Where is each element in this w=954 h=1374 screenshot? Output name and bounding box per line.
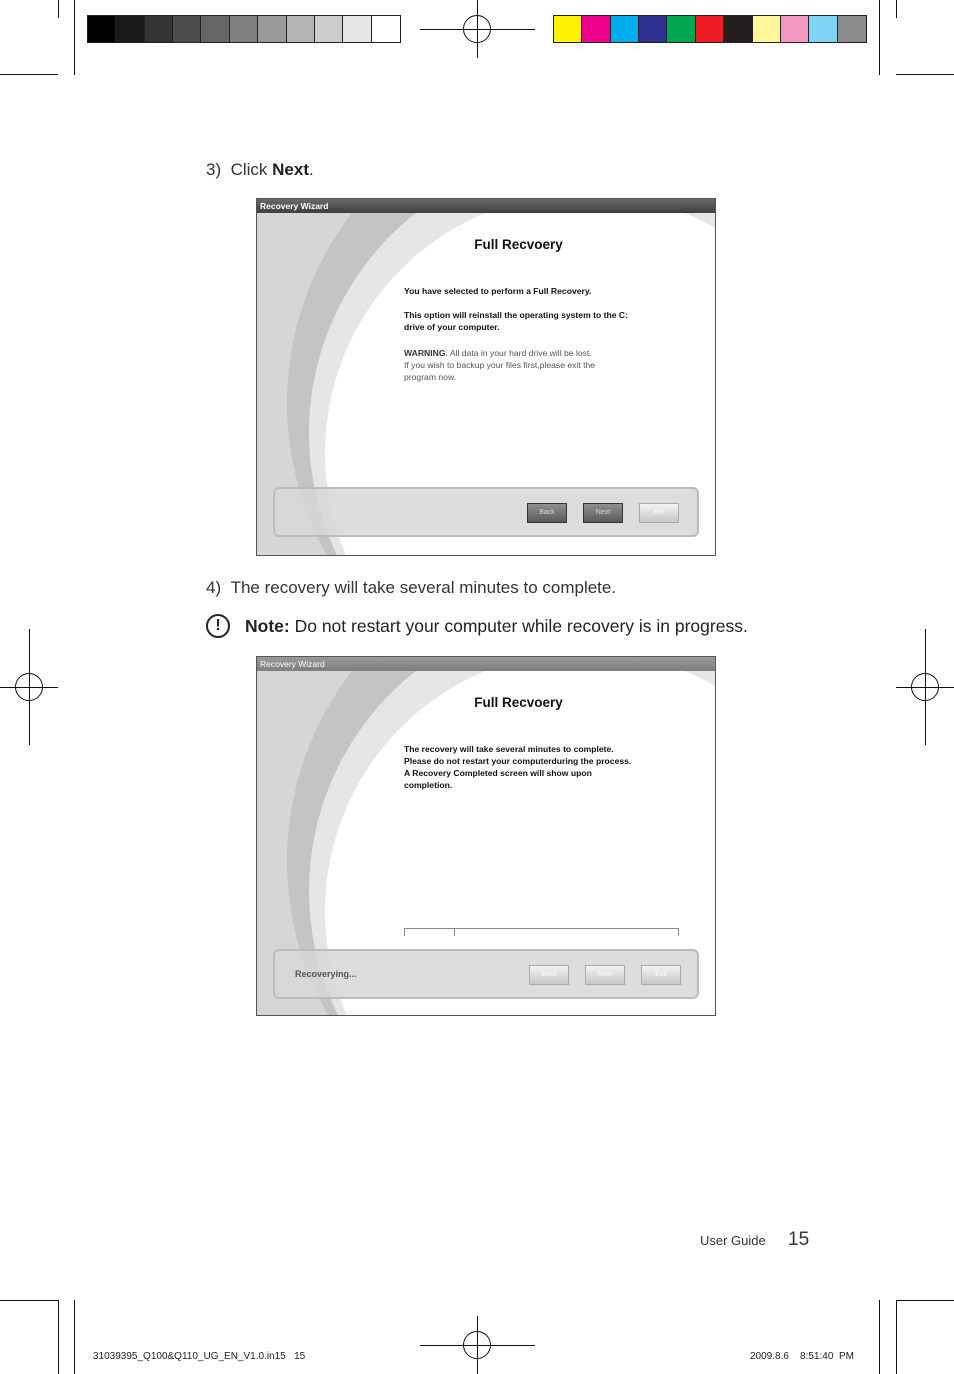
wizard-line-1: You have selected to perform a Full Recovery. [404,286,592,296]
note-label: Note: [245,615,290,636]
exclamation-icon: ! [206,614,230,638]
progress-fill [405,929,455,936]
color-swatch [554,16,582,42]
wizard-line-2b: drive of your computer. [404,322,500,332]
recovery-progress-bar [404,928,679,936]
print-slug-file: 31039395_Q100&Q110_UG_EN_V1.0.in15 15 [93,1351,306,1362]
next-button[interactable]: Next [583,503,623,523]
color-swatch [753,16,781,42]
back-button[interactable]: Back [527,503,567,523]
back-button[interactable]: Back [529,965,569,985]
page-number: 15 [788,1229,810,1250]
color-swatch [667,16,695,42]
wizard-warning-2: If you wish to backup your files first,please exit the [404,360,596,370]
next-button[interactable]: Next [585,965,625,985]
grayscale-calibration-bar [87,15,401,43]
gray-swatch [372,16,400,42]
color-calibration-bar [553,15,867,43]
exit-button[interactable]: Exit [639,503,679,523]
wizard-line-1: The recovery will take several minutes to complete. [404,744,614,754]
note-text: Do not restart your computer while recovery is in progress. [289,615,748,636]
step-text: The recovery will take several minutes to complete. [230,578,617,597]
color-swatch [724,16,752,42]
print-slug-date: 2009.8.6 8:51:40 PM [750,1351,854,1362]
color-swatch [696,16,724,42]
step-text: Click Next. [230,160,314,179]
gray-swatch [145,16,173,42]
recovery-wizard-screenshot-confirm [256,198,716,556]
recovery-wizard-screenshot-progress [256,656,716,1016]
gray-swatch [287,16,315,42]
gray-swatch [201,16,229,42]
color-swatch [582,16,610,42]
gray-swatch [116,16,144,42]
next-keyword: Next [272,160,310,179]
gray-swatch [230,16,258,42]
gray-swatch [343,16,371,42]
wizard-line-4: completion. [404,780,453,790]
wizard-warning-1: WARNING: All data in your hard drive will be lost. [404,348,592,358]
note-callout [206,614,748,638]
gray-swatch [258,16,286,42]
color-swatch [838,16,866,42]
wizard-heading: Full Recvoery [474,695,563,710]
gray-swatch [173,16,201,42]
gray-swatch [315,16,343,42]
wizard-line-3: A Recovery Completed screen will show upon [404,768,592,778]
color-swatch [639,16,667,42]
wizard-title-bar: Recovery Wizard [257,657,715,671]
color-swatch [781,16,809,42]
color-swatch [611,16,639,42]
step-3-instruction [206,160,314,180]
recovery-status-text: Recoverying... [295,969,357,979]
step-4-instruction [206,578,616,598]
footer-guide-label: User Guide [700,1233,766,1248]
step-number: 3) [206,160,222,179]
wizard-line-2: Please do not restart your computerduring the process. [404,756,632,766]
exit-button[interactable]: Exit [641,965,681,985]
wizard-title-bar: Recovery Wizard [257,199,715,213]
wizard-warning-3: program now. [404,372,457,382]
gray-swatch [88,16,116,42]
wizard-heading: Full Recvoery [474,237,563,252]
wizard-button-panel [273,949,699,999]
wizard-line-2a: This option will reinstall the operating system to the C: [404,310,628,320]
step-number: 4) [206,578,222,597]
wizard-button-panel [273,487,699,537]
color-swatch [809,16,837,42]
